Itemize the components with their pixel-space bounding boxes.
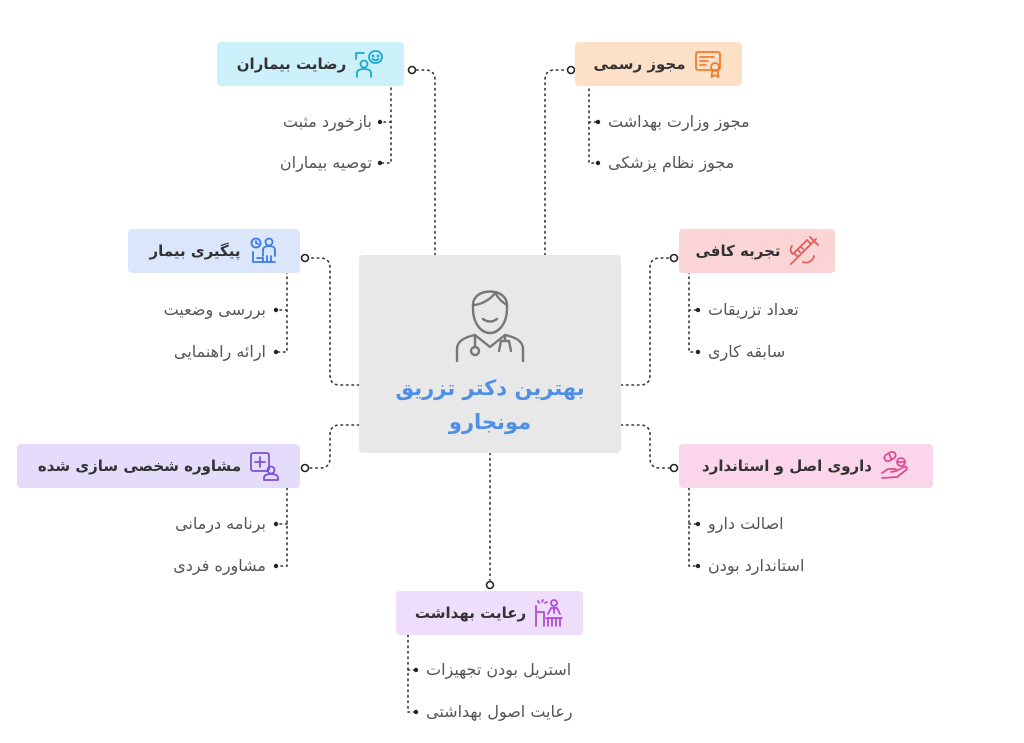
item-ministry-health-license: مجوز وزارت بهداشت bbox=[608, 112, 750, 131]
item-individual-consult: مشاوره فردی bbox=[173, 556, 266, 575]
item-status-check: بررسی وضعیت bbox=[163, 300, 266, 319]
branch-label-drug: داروی اصل و استاندارد bbox=[702, 457, 872, 475]
item-standard-compliance: استاندارد بودن bbox=[708, 556, 805, 575]
patient-feedback-icon bbox=[354, 49, 384, 79]
item-drug-authenticity: اصالت دارو bbox=[708, 514, 784, 533]
item-treatment-plan: برنامه درمانی bbox=[175, 514, 266, 533]
item-hygiene-principles: رعایت اصول بهداشتی bbox=[426, 702, 573, 721]
patient-monitor-icon bbox=[249, 236, 279, 266]
branch-label-followup: پیگیری بیمار bbox=[149, 242, 241, 260]
connector-satisfaction bbox=[412, 70, 435, 255]
item-work-history: سابقه کاری bbox=[708, 342, 786, 361]
branch-hygiene bbox=[396, 591, 583, 635]
branch-label-hygiene: رعایت بهداشت bbox=[414, 604, 527, 622]
item-patient-recommendation: توصیه بیماران bbox=[279, 153, 372, 172]
connector-consult bbox=[308, 425, 359, 468]
central-topic-box bbox=[359, 255, 621, 453]
branch-license bbox=[575, 42, 742, 86]
central-topic-title: بهترین دکتر تزریق مونجارو bbox=[395, 376, 585, 434]
item-sterile-equipment: استریل بودن تجهیزات bbox=[426, 660, 572, 679]
sanitizing-icon bbox=[534, 598, 564, 628]
medical-consult-icon bbox=[249, 451, 279, 481]
item-injection-count: تعداد تزریقات bbox=[708, 300, 799, 319]
connector-license bbox=[545, 70, 567, 255]
item-medical-council-license: مجوز نظام پزشکی bbox=[608, 153, 735, 172]
syringe-icon bbox=[789, 236, 819, 266]
branch-satisfaction bbox=[217, 42, 404, 86]
branch-followup bbox=[128, 229, 300, 273]
medicine-hand-icon bbox=[880, 451, 910, 481]
item-positive-feedback: بازخورد مثبت bbox=[282, 112, 372, 131]
branch-drug bbox=[679, 444, 933, 488]
branch-label-license: مجوز رسمی bbox=[593, 55, 686, 73]
branch-experience bbox=[679, 229, 835, 273]
branch-consult bbox=[17, 444, 300, 488]
connector-followup bbox=[308, 258, 359, 385]
doctor-icon bbox=[451, 275, 529, 363]
certificate-icon bbox=[694, 49, 724, 79]
connector-drug bbox=[621, 425, 670, 468]
item-provide-guidance: ارائه راهنمایی bbox=[173, 342, 266, 361]
connector-experience bbox=[621, 258, 670, 385]
branch-label-consult: مشاوره شخصی سازی شده bbox=[37, 457, 242, 475]
branch-label-experience: تجربه کافی bbox=[695, 242, 781, 260]
branch-label-satisfaction: رضایت بیماران bbox=[236, 55, 347, 73]
